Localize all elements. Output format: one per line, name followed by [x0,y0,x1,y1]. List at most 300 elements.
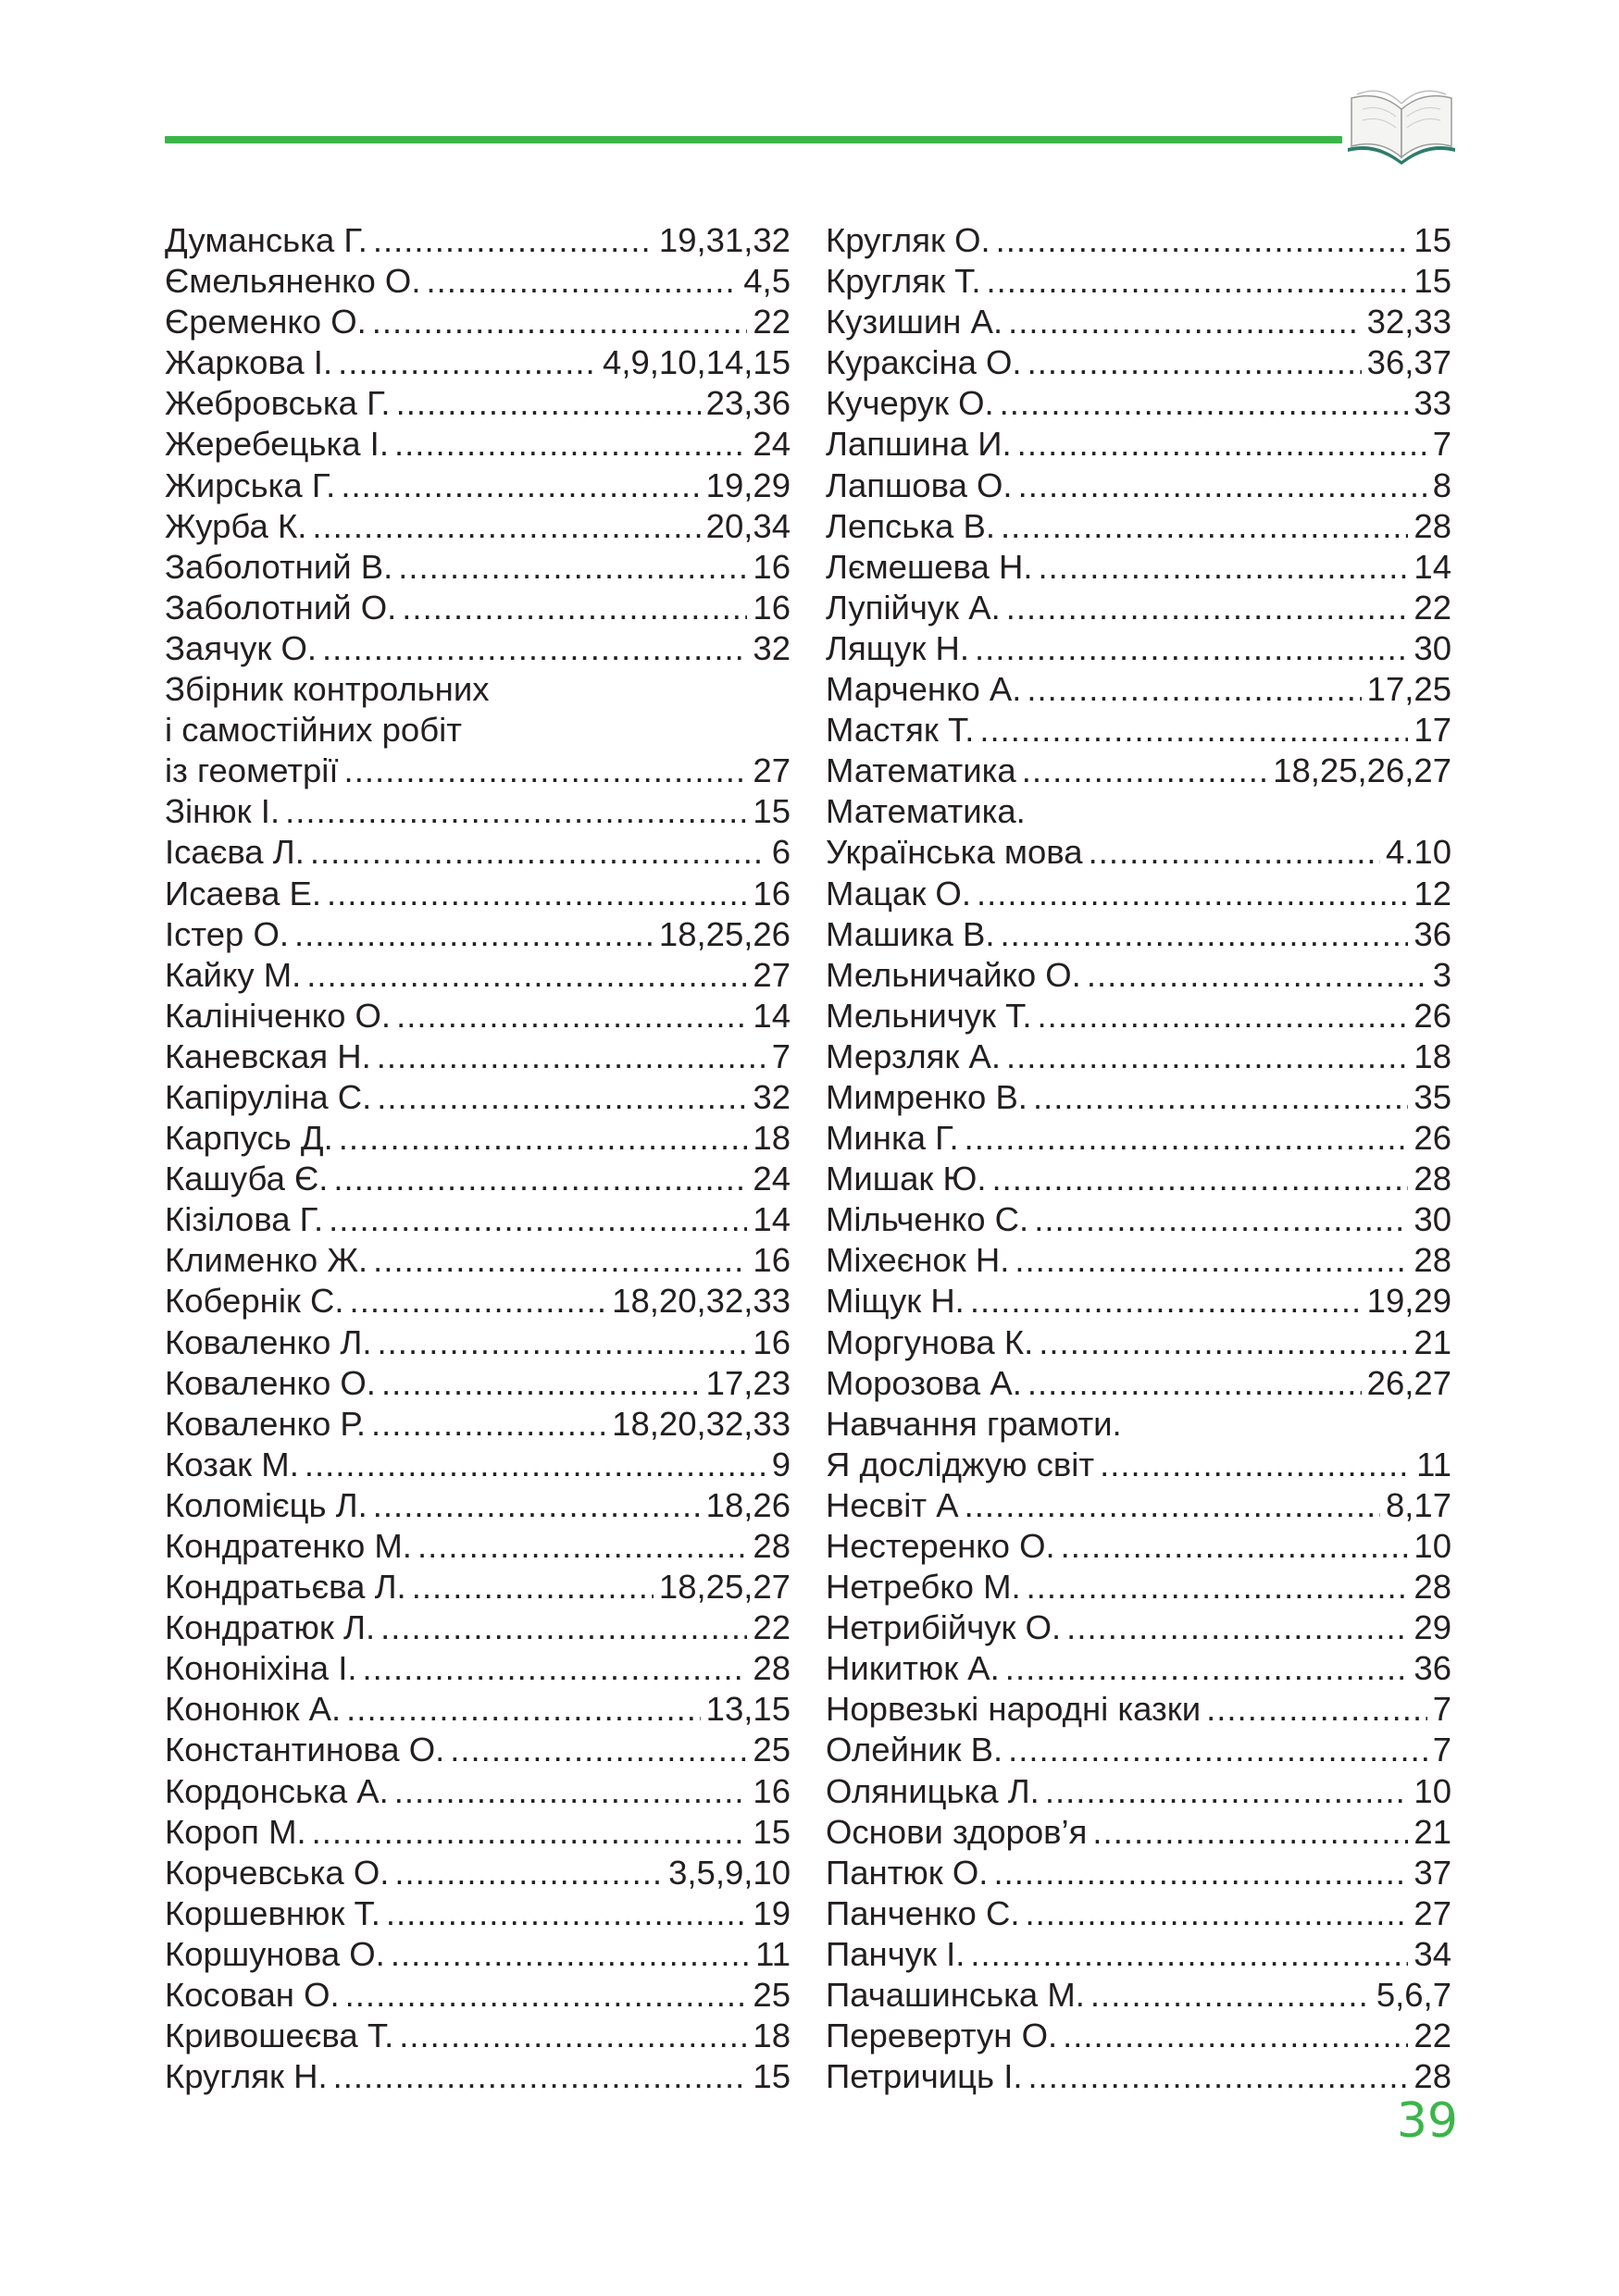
entry-name: Кривошеєва Т. [165,2017,394,2055]
dot-leader [285,791,747,832]
index-entry [826,302,1451,342]
dot-leader [345,1975,748,2016]
entry-name: Несвіт А [826,1485,959,1524]
index-entry [826,424,1451,465]
index-entry [165,955,791,996]
entry-name: Лємешева Н. [826,547,1033,586]
entry-pages: 26 [1414,1119,1451,1158]
dot-leader [450,1730,747,1770]
entry-name: Я досліджую світ [826,1445,1095,1483]
entry-pages: 22 [753,1608,791,1647]
entry-pages: 27 [753,955,791,994]
dot-leader [426,261,738,302]
entry-name: Кругляк Н. [165,2057,328,2096]
entry-pages: 22 [1414,588,1451,627]
dot-leader [339,1118,748,1159]
entry-name: Кругляк О. [826,221,990,259]
dot-leader [1045,1771,1409,1812]
index-entry [826,1240,1451,1281]
entry-pages: 6 [771,833,791,872]
dot-leader [1027,669,1361,710]
dot-leader [396,383,701,424]
index-entry [826,1281,1451,1322]
index-entry [826,1118,1451,1159]
entry-name: Кругляк Т. [826,262,981,301]
dot-leader [970,1281,1362,1322]
index-entry [826,1853,1451,1893]
top-rule [165,136,1342,143]
dot-leader [1006,588,1409,628]
entry-name: Кузишин А. [826,303,1003,341]
entry-pages: 19,29 [705,465,791,504]
index-entry [826,1934,1451,1975]
entry-pages: 18 [753,1119,791,1158]
dot-leader [1022,751,1267,791]
entry-pages: 36 [1414,1649,1451,1688]
index-entry [826,1893,1451,1934]
index-entry [826,1567,1451,1607]
index-entry [165,1485,791,1526]
entry-name: Минка Г. [826,1119,959,1158]
entry-pages: 4,9,10,14,15 [603,343,791,382]
dot-leader [1027,1567,1409,1607]
entry-pages: 33 [1414,384,1451,423]
index-entry [165,1199,791,1240]
entry-pages: 21 [1414,1322,1451,1361]
entry-name: Міщук Н. [826,1282,965,1321]
dot-leader [977,874,1408,914]
index-entry [826,1730,1451,1770]
index-entry [165,465,791,506]
entry-pages: 16 [753,1771,791,1810]
entry-name: Панчук І. [826,1934,965,1973]
index-entry [165,791,791,832]
entry-name: Кайку М. [165,955,302,994]
index-entry [165,1689,791,1730]
entry-pages: 20,34 [705,506,791,545]
entry-name: Клименко Ж. [165,1241,368,1280]
entry-pages: 32 [753,628,791,667]
dot-leader [1001,506,1408,547]
index-entry [165,342,791,383]
dot-leader [305,1445,766,1485]
entry-pages: 15 [1414,262,1451,301]
entry-name: Математика [826,751,1016,790]
dot-leader [327,874,747,914]
dot-leader [363,1648,748,1689]
entry-pages: 18,20,32,33 [612,1404,791,1443]
entry-name: Мишак Ю. [826,1160,987,1198]
dot-leader [322,628,747,669]
entry-pages: 7 [771,1036,791,1075]
entry-name: Кобернік С. [165,1282,344,1321]
entry-pages: 16 [753,874,791,912]
entry-pages: 5,6,7 [1376,1976,1451,2015]
entry-name: Косован О. [165,1976,340,2015]
dot-leader [1066,1607,1408,1648]
entry-pages: 21 [1414,1812,1451,1851]
index-entry [826,1404,1451,1445]
entry-name: Математика. [826,792,1026,831]
entry-name: із геометрії [165,751,339,790]
entry-name: Кашуба Є. [165,1160,329,1198]
index-entry [165,1159,791,1199]
entry-name: Зінюк І. [165,792,280,831]
index-entry [826,1812,1451,1853]
index-entry [826,1648,1451,1689]
index-entry [165,628,791,669]
index-entry [165,1853,791,1893]
dot-leader [417,1526,747,1567]
entry-name: Міхеєнок Н. [826,1241,1010,1280]
entry-name: Исаева Е. [165,874,321,912]
index-column-right [826,220,1451,2097]
entry-pages: 36 [1414,914,1451,953]
index-entry [165,1322,791,1363]
dot-leader [1000,383,1409,424]
entry-pages: 30 [1414,1200,1451,1239]
entry-pages: 7 [1432,1731,1451,1769]
entry-name: Жирська Г. [165,465,336,504]
entry-name: Кононюк А. [165,1690,342,1729]
entry-name: Пачашинська М. [826,1976,1085,2015]
index-entry [826,1771,1451,1812]
dot-leader [1008,302,1362,342]
dot-leader [312,1812,748,1853]
entry-pages: 10 [1414,1771,1451,1810]
entry-pages: 37 [1414,1853,1451,1892]
index-entry [165,1118,791,1159]
entry-name: Жеребецька І. [165,425,389,464]
entry-pages: 29 [1414,1608,1451,1647]
dot-leader [396,996,747,1036]
entry-pages: 23,36 [705,384,791,423]
dot-leader [1025,1893,1408,1934]
entry-name: Лящук Н. [826,628,970,667]
index-entry [826,751,1451,791]
entry-name: Перевертун О. [826,2017,1058,2055]
index-entry [165,1607,791,1648]
dot-leader [312,506,700,547]
dot-leader [1092,1812,1408,1853]
dot-leader [333,2056,748,2097]
entry-name: Кураксіна О. [826,343,1022,382]
entry-pages: 28 [1414,2057,1451,2096]
dot-leader [306,955,747,996]
entry-pages: 17,23 [705,1363,791,1402]
index-entry [165,751,791,791]
index-entry [165,710,791,751]
entry-pages: 3 [1432,955,1451,994]
entry-name: Основи здоров’я [826,1812,1088,1851]
entry-name: Коршунова О. [165,1934,385,1973]
dot-leader [1008,1730,1427,1770]
index-entry [826,874,1451,914]
entry-pages: 16 [753,588,791,627]
dot-leader [1100,1445,1411,1485]
index-entry [165,1648,791,1689]
dot-leader [993,1853,1408,1893]
index-entry [165,1893,791,1934]
index-entry [165,1730,791,1770]
entry-name: Лепська В. [826,506,995,545]
entry-pages: 32,33 [1366,303,1451,341]
entry-pages: 7 [1432,425,1451,464]
index-entry [826,710,1451,751]
entry-name: Українська мова [826,833,1083,872]
index-entry [826,1445,1451,1485]
entry-pages: 16 [753,547,791,586]
entry-name: Мерзляк А. [826,1036,1001,1075]
dot-leader [398,547,747,588]
index-entry [826,832,1451,873]
dot-leader [1039,1322,1408,1363]
entry-pages: 8,17 [1385,1485,1451,1524]
index-entry [165,1526,791,1567]
index-entry [165,1240,791,1281]
entry-name: Мацак О. [826,874,971,912]
entry-name: Жебровська Г. [165,384,391,423]
dot-leader [1090,1975,1371,2016]
entry-pages: 15 [753,2057,791,2096]
dot-leader [1034,1199,1408,1240]
entry-name: Заболотний В. [165,547,393,586]
entry-pages: 25 [753,1976,791,2015]
index-entry [165,1812,791,1853]
dot-leader [394,1771,748,1812]
dot-leader [373,220,654,261]
entry-pages: 18,20,32,33 [612,1282,791,1321]
index-entry [826,1036,1451,1077]
dot-leader [1061,1526,1409,1567]
index-entry [165,996,791,1036]
dot-leader [341,465,700,506]
entry-pages: 19 [753,1893,791,1932]
index-entry [826,914,1451,955]
entry-name: Коваленко О. [165,1363,376,1402]
dot-leader [1015,1240,1408,1281]
entry-name: Жаркова І. [165,343,333,382]
entry-name: Кордонська А. [165,1771,389,1810]
entry-pages: 17 [1414,711,1451,750]
dot-leader [1027,1363,1362,1404]
entry-pages: 30 [1414,628,1451,667]
entry-pages: 14 [1414,547,1451,586]
index-entry [826,1199,1451,1240]
entry-pages: 8 [1432,465,1451,504]
index-entry [165,669,791,710]
entry-name: Коршевнюк Т. [165,1893,380,1932]
entry-name: Лупійчук А. [826,588,1001,627]
dot-leader [386,1893,748,1934]
entry-name: Кучерук О. [826,384,994,423]
entry-name: Кондратьєва Л. [165,1568,406,1607]
dot-leader [1017,424,1427,465]
entry-pages: 7 [1432,1690,1451,1729]
index-entry [165,588,791,628]
entry-name: Мельничук Т. [826,996,1032,1035]
entry-pages: 36,37 [1366,343,1451,382]
entry-name: Марченко А. [826,670,1022,709]
entry-name: Константинова О. [165,1731,445,1769]
entry-pages: 19,31,32 [658,221,791,259]
entry-pages: 4.10 [1385,833,1451,872]
dot-leader [1089,832,1380,873]
entry-pages: 28 [1414,1568,1451,1607]
entry-name: Панченко С. [826,1893,1020,1932]
index-entry [826,2056,1451,2097]
entry-pages: 24 [753,1160,791,1198]
index-entry [165,2016,791,2056]
entry-pages: 11 [1416,1445,1451,1483]
index-column-left [165,220,791,2097]
entry-name: Кізілова Г. [165,1200,324,1239]
index-entry [826,588,1451,628]
index-entry [826,1689,1451,1730]
dot-leader [310,832,766,873]
index-entry [826,547,1451,588]
index-entry [165,1771,791,1812]
entry-pages: 28 [1414,1241,1451,1280]
entry-name: Заячук О. [165,628,318,667]
entry-name: Коваленко Л. [165,1322,372,1361]
entry-pages: 12 [1414,874,1451,912]
index-entry [826,1526,1451,1567]
dot-leader [391,1934,750,1975]
entry-name: Збірник контрольних [165,670,490,709]
index-entry [826,1077,1451,1118]
dot-leader [381,1363,701,1404]
index-entry [165,832,791,873]
entry-name: Лапшова О. [826,465,1013,504]
dot-leader [1033,1077,1408,1118]
index-entry [826,628,1451,669]
page-number: 39 [1396,2093,1458,2149]
index-entry [165,1404,791,1445]
dot-leader [338,342,597,383]
index-entry [826,1607,1451,1648]
dot-leader [371,1404,606,1445]
index-entry [826,996,1451,1036]
index-entry [826,791,1451,832]
index-entry [826,465,1451,506]
index-entry [165,1363,791,1404]
entry-name: Норвезькі народні казки [826,1690,1202,1729]
index-entry [165,1567,791,1607]
entry-name: Мільченко С. [826,1200,1029,1239]
entry-pages: 18,26 [705,1485,791,1524]
index-entry [826,1363,1451,1404]
entry-name: Короп М. [165,1812,306,1851]
index-entry [165,914,791,955]
index-entry [165,1036,791,1077]
entry-pages: 16 [753,1241,791,1280]
entry-pages: 10 [1414,1527,1451,1565]
entry-pages: 18 [753,2017,791,2055]
entry-name: Істер О. [165,914,289,953]
entry-name: Мастяк Т. [826,711,975,750]
index-entry [826,955,1451,996]
dot-leader [372,302,748,342]
dot-leader [378,1322,748,1363]
dot-leader [986,261,1408,302]
entry-pages: 28 [1414,506,1451,545]
dot-leader [380,1607,747,1648]
index-entry [165,383,791,424]
index-entry [165,220,791,261]
entry-pages: 18 [1414,1036,1451,1075]
entry-pages: 26,27 [1366,1363,1451,1402]
entry-pages: 35 [1414,1077,1451,1116]
index-entry [826,1322,1451,1363]
entry-name: Петричиць І. [826,2057,1023,2096]
entry-pages: 34 [1414,1934,1451,1973]
entry-name: і самостійних робіт [165,711,462,750]
dot-leader [373,1240,747,1281]
entry-name: Калініченко О. [165,996,392,1035]
entry-name: Моргунова К. [826,1322,1034,1361]
entry-name: Коваленко Р. [165,1404,367,1443]
dot-leader [970,1934,1408,1975]
dot-leader [1027,342,1362,383]
entry-pages: 28 [753,1527,791,1565]
index-entry [826,1975,1451,2016]
entry-pages: 14 [753,996,791,1035]
entry-pages: 18,25,26 [658,914,791,953]
dot-leader [412,1567,654,1607]
dot-leader [1206,1689,1427,1730]
index-entry [165,1281,791,1322]
entry-name: Мельничайко О. [826,955,1081,994]
dot-leader [1038,547,1408,588]
entry-name: Никитюк А. [826,1649,1000,1688]
index-entry [826,1485,1451,1526]
entry-name: Капіруліна С. [165,1077,372,1116]
index-entry [165,1934,791,1975]
entry-name: Навчання грамоти. [826,1404,1122,1443]
entry-name: Пантюк О. [826,1853,989,1892]
entry-name: Кононіхіна І. [165,1649,357,1688]
entry-pages: 24 [753,425,791,464]
entry-name: Лапшина И. [826,425,1012,464]
entry-name: Корчевська О. [165,1853,390,1892]
index-entry [165,302,791,342]
entry-pages: 11 [755,1934,791,1973]
index-entry [826,669,1451,710]
index-entry [165,261,791,302]
entry-pages: 3,5,9,10 [668,1853,791,1892]
entry-pages: 16 [753,1322,791,1361]
entry-name: Ісаєва Л. [165,833,305,872]
entry-name: Єременко О. [165,303,367,341]
entry-pages: 26 [1414,996,1451,1035]
entry-name: Кондратюк Л. [165,1608,376,1647]
dot-leader [1027,2056,1408,2097]
dot-leader [1063,2016,1408,2056]
entry-name: Журба К. [165,506,307,545]
entry-pages: 19,29 [1366,1282,1451,1321]
dot-leader [329,1199,747,1240]
entry-pages: 14 [753,1200,791,1239]
entry-pages: 15 [753,1812,791,1851]
dot-leader [996,220,1409,261]
dot-leader [975,628,1408,669]
dot-leader [1038,996,1409,1036]
index-entry [826,1159,1451,1199]
entry-name: Мимренко В. [826,1077,1027,1116]
entry-pages: 13,15 [705,1690,791,1729]
dot-leader [394,1853,663,1893]
